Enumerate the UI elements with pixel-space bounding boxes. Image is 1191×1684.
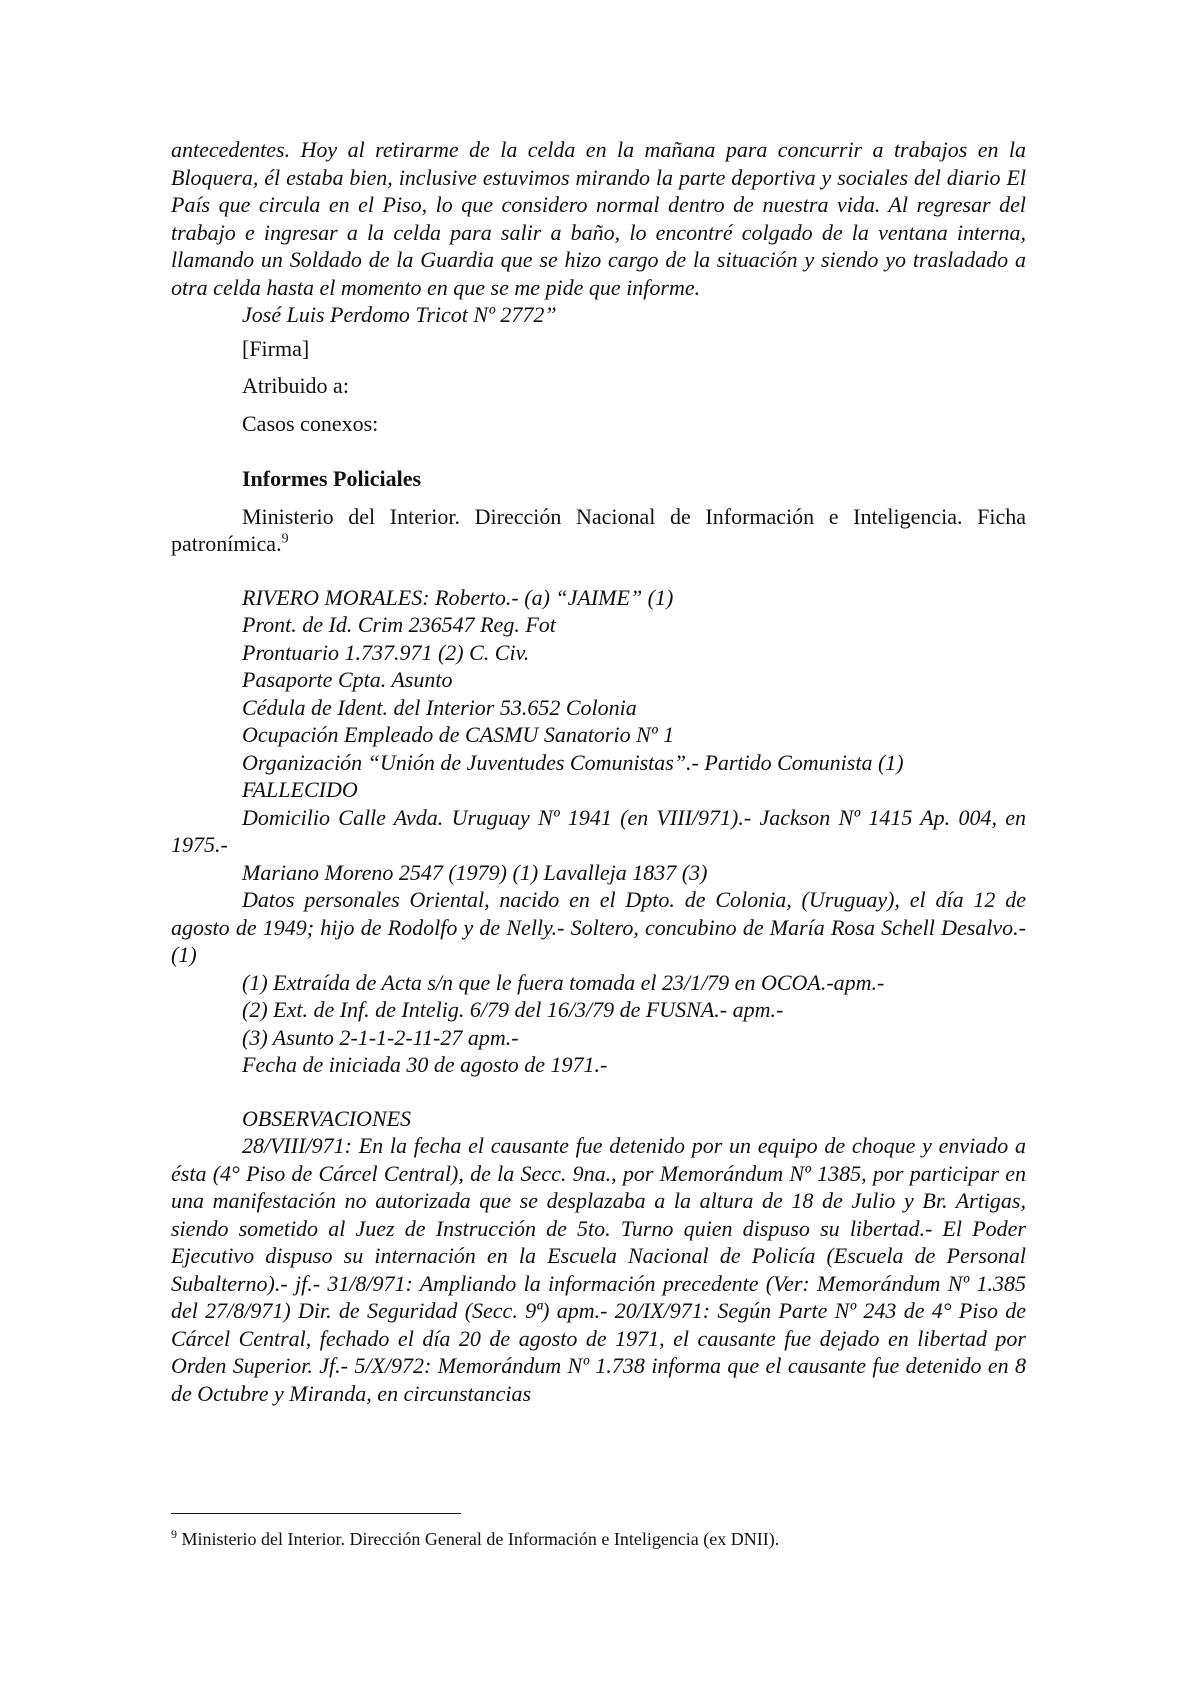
police-reports-heading: Informes Policiales <box>242 466 422 491</box>
record-start-date: Fecha de iniciada 30 de agosto de 1971.- <box>242 1052 608 1077</box>
record-cedula: Cédula de Ident. del Interior 53.652 Colonia <box>242 694 637 720</box>
source-text: Ministerio del Interior. Dirección Nacional de Información e Inteligencia. Ficha patronímica. <box>171 503 1026 556</box>
observations-heading: OBSERVACIONES <box>242 1105 412 1131</box>
footnote-reference: 9 <box>281 531 289 547</box>
record-note-1: (1) Extraída de Acta s/n que le fuera tomada el 23/1/79 en OCOA.-apm.- <box>242 969 885 995</box>
record-prontuario: Prontuario 1.737.971 (2) C. Civ. <box>242 639 530 665</box>
record-personal-data: Datos personales Oriental, nacido en el Dpto. de Colonia, (Uruguay), el día 12 de agosto de 1949; hijo de Rodolfo y de Nelly.- Soltero, concubino de María Rosa Schell Desalvo.- (1) <box>171 887 1026 967</box>
document-page <box>171 136 1026 1407</box>
testimony-paragraph: antecedentes. Hoy al retirarme de la celda en la mañana para concurrir a trabajos en la Bloquera, él estaba bien, inclusive estuvimos mirando la parte deportiva y sociales del diario El País que circula en el Piso, lo que considero normal dentro de nuestra vida. Al regresar del trabajo e ingresar a la celda para salir a baño, lo encontré colgado de la ventana interna, llamando un Soldado de la Guardia que se hizo cargo de la situación y siendo yo trasladado a otra celda hasta el momento en que se me pide que informe. <box>171 137 1026 300</box>
attributed-label: Atribuido a: <box>242 373 349 398</box>
record-note-3: (3) Asunto 2-1-1-2-11-27 apm.- <box>242 1024 519 1050</box>
record-passport: Pasaporte Cpta. Asunto <box>242 667 453 692</box>
record-name: RIVERO MORALES: Roberto.- (a) “JAIME” (1) <box>242 584 674 610</box>
signature-mark: [Firma] <box>242 335 310 361</box>
footnote-number: 9 <box>171 1527 177 1541</box>
record-address: Domicilio Calle Avda. Uruguay Nº 1941 (en VIII/971).- Jackson Nº 1415 Ap. 004, en 1975.- <box>171 804 1026 857</box>
police-reports-source <box>171 503 1026 558</box>
footnote <box>171 1528 1026 1550</box>
record-organization: Organización “Unión de Juventudes Comunistas”.- Partido Comunista (1) <box>242 749 904 775</box>
record-note-2: (2) Ext. de Inf. de Intelig. 6/79 del 16/3/79 de FUSNA.- apm.- <box>242 997 784 1022</box>
related-cases-label: Casos conexos: <box>242 410 379 436</box>
footnote-divider <box>171 1513 461 1514</box>
record-status: FALLECIDO <box>242 777 358 802</box>
signature-name: José Luis Perdomo Tricot Nº 2772” <box>242 302 557 327</box>
record-occupation: Ocupación Empleado de CASMU Sanatorio Nº 1 <box>242 722 675 747</box>
footnote-text: Ministerio del Interior. Dirección General de Información e Inteligencia (ex DNII). <box>181 1529 780 1549</box>
record-address-2: Mariano Moreno 2547 (1979) (1) Lavalleja 1837 (3) <box>242 859 708 885</box>
record-id-crim: Pront. de Id. Crim 236547 Reg. Fot <box>242 612 556 637</box>
observations-text: 28/VIII/971: En la fecha el causante fue detenido por un equipo de choque y enviado a ésta (4° Piso de Cárcel Central), de la Secc. 9na., por Memorándum Nº 1385, por participar en una manifestación no autorizada que se desplazaba a la altura de 18 de Julio y Br. Artigas, siendo sometido al Juez de Instrucción de 5to. Turno quien dispuso su libertad.- El Poder Ejecutivo dispuso su internación en la Escuela Nacional de Policía (Escuela de Personal Subalterno).- jf.- 31/8/971: Ampliando la información precedente (Ver: Memorándum Nº 1.385 del 27/8/971) Dir. de Seguridad (Secc. 9ª) apm.- 20/IX/971: Según Parte Nº 243 de 4° Piso de Cárcel Central, fechado el día 20 de agosto de 1971, el causante fue dejado en libertad por Orden Superior. Jf.- 5/X/972: Memorándum Nº 1.738 informa que el causante fue detenido en 8 de Octubre y Miranda, en circunstancias <box>171 1133 1026 1406</box>
